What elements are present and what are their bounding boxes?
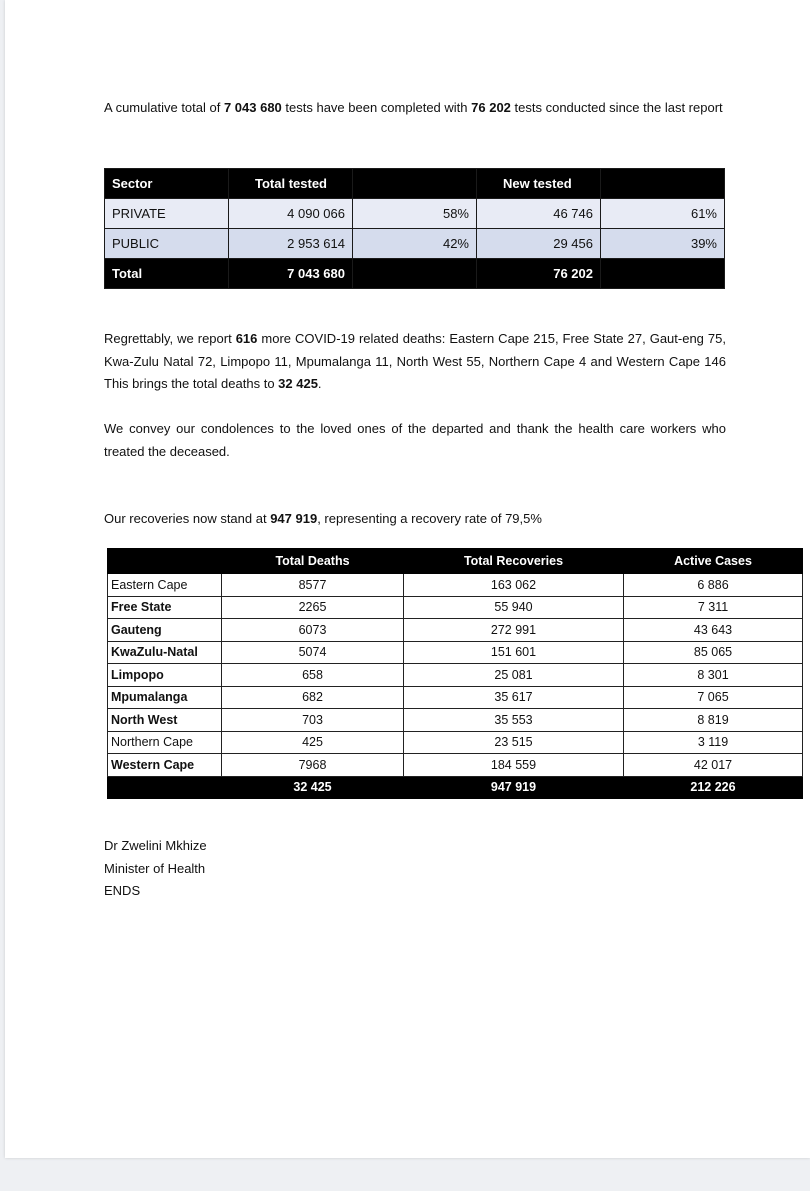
header-sector: Sector	[105, 169, 229, 199]
active-cases-cell: 8 819	[624, 709, 803, 732]
document-page	[5, 0, 810, 1158]
new-pct-cell: 39%	[601, 229, 725, 259]
empty-cell	[353, 259, 477, 289]
province-name-cell: Gauteng	[108, 619, 222, 642]
total-deaths-value: 32 425	[278, 376, 318, 391]
active-cases-cell: 3 119	[624, 731, 803, 754]
recoveries-paragraph	[104, 508, 726, 531]
header-total-deaths: Total Deaths	[222, 549, 404, 574]
deaths-paragraph	[104, 328, 726, 396]
recoveries-cell: 151 601	[404, 641, 624, 664]
province-name-cell: Mpumalanga	[108, 686, 222, 709]
total-active-cell: 212 226	[624, 776, 803, 799]
province-name-cell: Limpopo	[108, 664, 222, 687]
recoveries-cell: 23 515	[404, 731, 624, 754]
deaths-cell: 2265	[222, 596, 404, 619]
active-cases-cell: 8 301	[624, 664, 803, 687]
minister-title: Minister of Health	[104, 860, 206, 876]
recoveries-text: Our recoveries now stand at	[104, 511, 271, 526]
deaths-cell: 425	[222, 731, 404, 754]
active-cases-cell: 7 311	[624, 596, 803, 619]
intro-text: A cumulative total of	[104, 100, 224, 115]
province-name-cell: KwaZulu-Natal	[108, 641, 222, 664]
table-row	[108, 574, 803, 597]
recoveries-cell: 25 081	[404, 664, 624, 687]
deaths-cell: 658	[222, 664, 404, 687]
deaths-cell: 8577	[222, 574, 404, 597]
header-total-tested: Total tested	[229, 169, 353, 199]
recoveries-cell: 272 991	[404, 619, 624, 642]
deaths-cell: 682	[222, 686, 404, 709]
ends-marker: ENDS	[104, 883, 141, 898]
table-total-row	[105, 259, 725, 289]
province-name-cell: Northern Cape	[108, 731, 222, 754]
signature-block	[104, 835, 207, 903]
recoveries-cell: 35 553	[404, 709, 624, 732]
total-tested-cell: 2 953 614	[229, 229, 353, 259]
active-cases-cell: 43 643	[624, 619, 803, 642]
recoveries-cell: 55 940	[404, 596, 624, 619]
active-cases-cell: 85 065	[624, 641, 803, 664]
header-active-cases: Active Cases	[624, 549, 803, 574]
table-row	[108, 619, 803, 642]
province-name-cell: Western Cape	[108, 754, 222, 777]
table-row	[105, 229, 725, 259]
table-row	[108, 686, 803, 709]
new-deaths-value: 616	[235, 331, 258, 346]
table-header-row	[108, 549, 803, 574]
new-tested-cell: 46 746	[477, 199, 601, 229]
table-row	[108, 641, 803, 664]
deaths-text-end: .	[317, 376, 322, 391]
deaths-cell: 6073	[222, 619, 404, 642]
deaths-text: Regrettably, we report	[104, 331, 236, 346]
new-tested-cell: 29 456	[477, 229, 601, 259]
total-recoveries-cell: 947 919	[404, 776, 624, 799]
total-label-cell: Total	[105, 259, 229, 289]
header-new-tested: New tested	[477, 169, 601, 199]
minister-name: Dr Zwelini Mkhize	[104, 838, 207, 853]
deaths-cell: 703	[222, 709, 404, 732]
header-blank	[601, 169, 725, 199]
recoveries-text-end: , representing a recovery rate of 79,5%	[317, 511, 542, 526]
empty-cell	[601, 259, 725, 289]
table-row	[105, 199, 725, 229]
table-header-row	[105, 169, 725, 199]
province-table-body	[108, 574, 803, 799]
intro-paragraph	[104, 97, 726, 120]
new-pct-cell: 61%	[601, 199, 725, 229]
province-table	[107, 548, 803, 799]
header-total-recoveries: Total Recoveries	[404, 549, 624, 574]
table-total-row	[108, 776, 803, 799]
recoveries-cell: 35 617	[404, 686, 624, 709]
header-blank	[353, 169, 477, 199]
sector-cell: PRIVATE	[105, 199, 229, 229]
table-row	[108, 754, 803, 777]
recoveries-value: 947 919	[270, 511, 318, 526]
new-tests-value: 76 202	[471, 100, 511, 115]
table-row	[108, 664, 803, 687]
new-tested-total-cell: 76 202	[477, 259, 601, 289]
total-tested-total-cell: 7 043 680	[229, 259, 353, 289]
table-row	[108, 596, 803, 619]
recoveries-cell: 163 062	[404, 574, 624, 597]
province-name-cell: Free State	[108, 596, 222, 619]
deaths-cell: 5074	[222, 641, 404, 664]
intro-text-end: tests conducted since the last report	[510, 100, 723, 115]
active-cases-cell: 6 886	[624, 574, 803, 597]
deaths-text-mid: more COVID-19 related deaths: Eastern Cape 215, Free State 27, Gaut-eng 75, Kwa-Zulu Natal 72, Limpopo 11, Mpumalanga 11, North West 55, Northern Cape 4 and Western Cape 146 This brings the total deaths to	[104, 331, 726, 391]
total-deaths-cell: 32 425	[222, 776, 404, 799]
testing-sector-table	[104, 168, 725, 289]
province-name-cell: Eastern Cape	[108, 574, 222, 597]
active-cases-cell: 7 065	[624, 686, 803, 709]
recoveries-cell: 184 559	[404, 754, 624, 777]
active-cases-cell: 42 017	[624, 754, 803, 777]
table-row	[108, 731, 803, 754]
header-province	[108, 549, 222, 574]
total-pct-cell: 42%	[353, 229, 477, 259]
sector-cell: PUBLIC	[105, 229, 229, 259]
total-tested-cell: 4 090 066	[229, 199, 353, 229]
deaths-cell: 7968	[222, 754, 404, 777]
condolences-paragraph: We convey our condolences to the loved ones of the departed and thank the health care workers who treated the deceased.	[104, 421, 726, 459]
intro-text-mid: tests have been completed with	[281, 100, 472, 115]
total-pct-cell: 58%	[353, 199, 477, 229]
empty-cell	[108, 776, 222, 799]
total-tests-value: 7 043 680	[223, 100, 282, 115]
table-row	[108, 709, 803, 732]
province-name-cell: North West	[108, 709, 222, 732]
